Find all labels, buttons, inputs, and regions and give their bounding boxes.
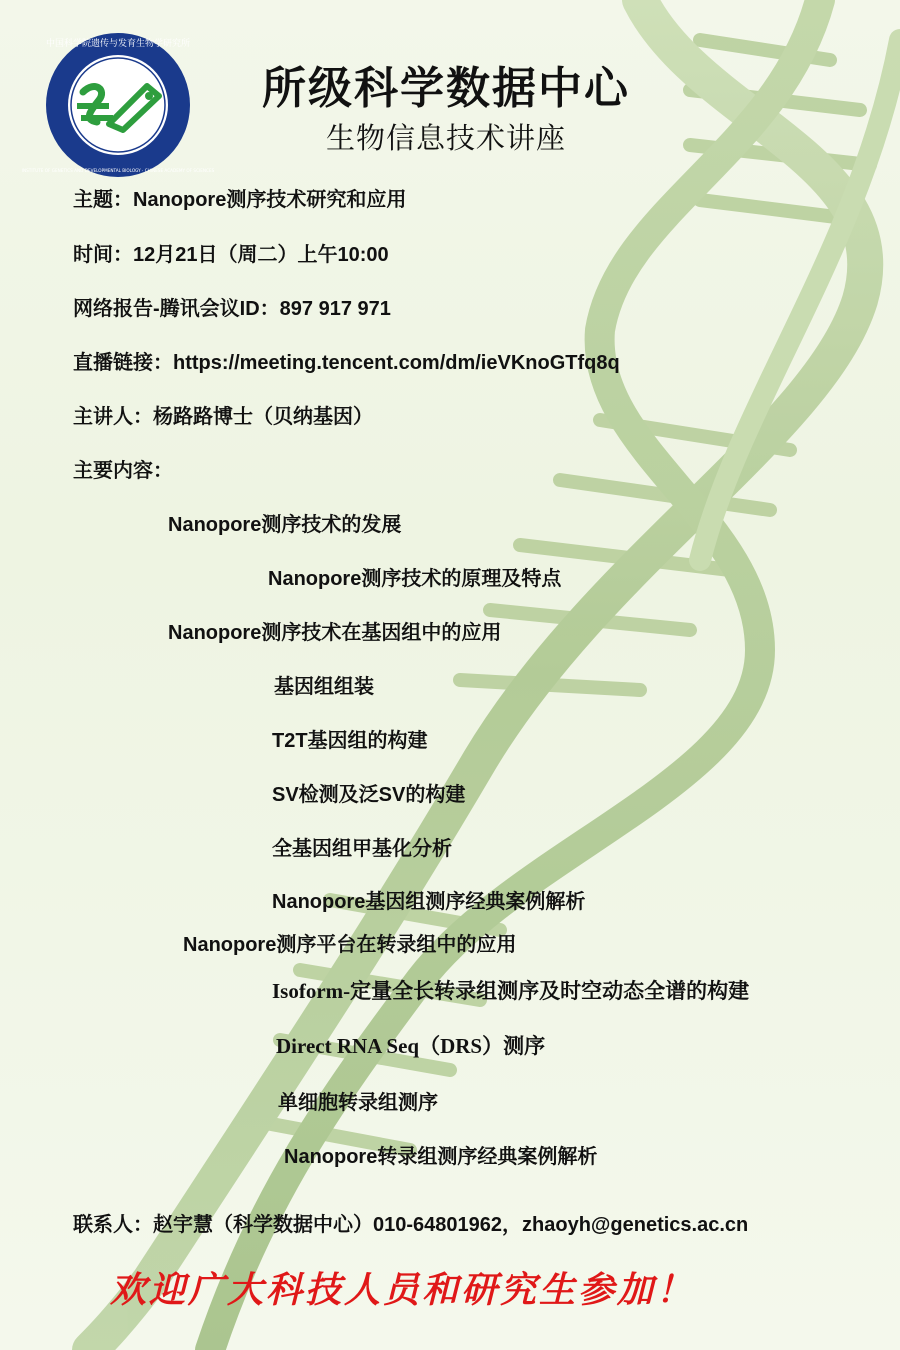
- content-item: Nanopore基因组测序经典案例解析: [272, 891, 586, 913]
- content-item: 基因组组装: [274, 676, 374, 698]
- topic-line: 主题：Nanopore测序技术研究和应用: [73, 189, 407, 211]
- content-item: Nanopore测序技术的原理及特点: [268, 568, 562, 590]
- content-item: 单细胞转录组测序: [278, 1092, 438, 1114]
- meeting-id-line: 网络报告-腾讯会议ID：897 917 971: [73, 298, 391, 320]
- content-item: 全基因组甲基化分析: [272, 838, 452, 860]
- contact-line: 联系人：赵宇慧（科学数据中心）010-64801962，zhaoyh@genetics.ac.cn: [73, 1214, 749, 1236]
- logo-text-top: 中国科学院遗传与发育生物学研究所: [45, 39, 191, 49]
- welcome-slogan: 欢迎广大科技人员和研究生参加！: [110, 1269, 696, 1311]
- page-title: 所级科学数据中心: [262, 63, 630, 114]
- content-item: Nanopore测序技术的发展: [168, 514, 402, 536]
- content-item: T2T基因组的构建: [272, 730, 428, 752]
- content-item: SV检测及泛SV的构建: [272, 784, 466, 806]
- logo-text-bottom: INSTITUTE OF GENETICS AND DEVELOPMENTAL BIOLOGY · CHINESE ACADEMY OF SCIENCES: [21, 168, 215, 173]
- content-item: Nanopore测序平台在转录组中的应用: [183, 934, 517, 956]
- page-subtitle: 生物信息技术讲座: [326, 121, 567, 155]
- content-item: Isoform-定量全长转录组测序及时空动态全谱的构建: [272, 979, 750, 1003]
- content-item: Nanopore测序技术在基因组中的应用: [168, 622, 502, 644]
- institute-logo: [21, 30, 215, 180]
- time-line: 时间：12月21日（周二）上午10:00: [73, 244, 389, 266]
- speaker-line: 主讲人：杨路路博士（贝纳基因）: [73, 406, 373, 428]
- content-item: Nanopore转录组测序经典案例解析: [284, 1146, 598, 1168]
- live-link[interactable]: 直播链接：https://meeting.tencent.com/dm/ieVKnoGTfq8q: [73, 352, 620, 374]
- content-item: Direct RNA Seq（DRS）测序: [276, 1034, 546, 1058]
- content-heading: 主要内容：: [73, 460, 173, 482]
